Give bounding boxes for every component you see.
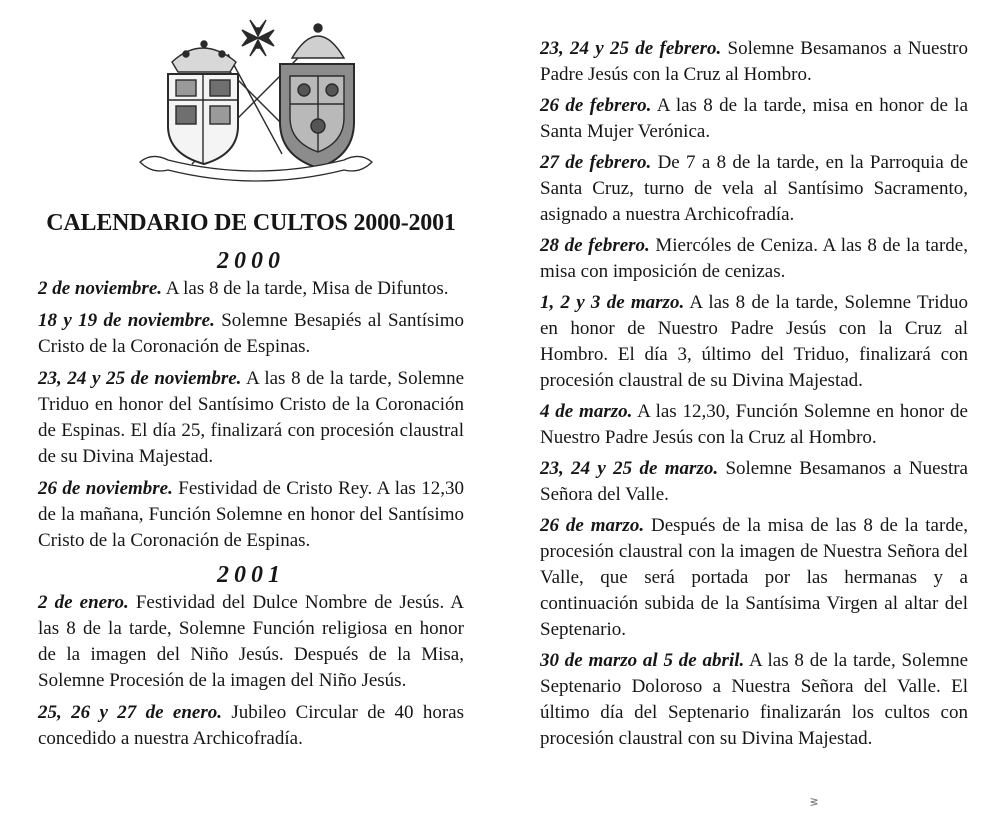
entry-text: De 7 a 8 de la tarde, en la Parroquia de Santa Cruz, turno de vela al Santísimo Sacramento, asignado a nuestra Archicofradía. [540,152,968,225]
entry-text: A las 8 de la tarde, Solemne Triduo en honor del Santísimo Cristo de la Coronación de Espinas. El día 25, finalizará con procesión claustral de su Divina Majestad. [38,368,464,467]
entry-date: 27 de febrero. [540,152,652,173]
calendar-entry [540,648,968,752]
calendar-entry [540,290,968,394]
calendar-entry [540,399,968,451]
calendar-entry [38,308,464,360]
entry-text: A las 12,30, Función Solemne en honor de Nuestro Padre Jesús con la Cruz al Hombro. [540,401,968,448]
entry-date: 23, 24 y 25 de febrero. [540,38,722,59]
entry-text: Festividad del Dulce Nombre de Jesús. A las 8 de la tarde, Solemne Función religiosa en honor de la imagen del Niño Jesús. Después de la Misa, Solemne Procesión de la imagen del Niño Jesús. [38,592,464,691]
entry-date: 26 de noviembre. [38,478,173,499]
left-column [38,206,464,758]
entry-date: 23, 24 y 25 de marzo. [540,458,719,479]
calendar-entry [540,36,968,88]
entry-text: A las 8 de la tarde, misa en honor de la Santa Mujer Verónica. [540,95,969,142]
calendar-entry [540,456,968,508]
calendar-entry [540,93,968,145]
entry-text: A las 8 de la tarde, Misa de Difuntos. [162,278,449,299]
year-heading: 2000 [217,248,285,274]
entry-date: 18 y 19 de noviembre. [38,310,215,331]
entry-text: Solemne Besamanos a Nuestra Señora del Valle. [540,458,968,505]
year-heading: 2001 [217,562,285,588]
coat-of-arms-icon [132,14,380,184]
entry-text: Solemne Besamanos a Nuestro Padre Jesús con la Cruz al Hombro. [540,38,968,85]
entry-date: 28 de febrero. [540,235,650,256]
entry-text: Festividad de Cristo Rey. A las 12,30 de la mañana, Función Solemne en honor del Santísimo Cristo de la Coronación de Espinas. [38,478,464,551]
entry-text: Solemne Besapiés al Santísimo Cristo de la Coronación de Espinas. [38,310,464,357]
calendar-entry [540,513,968,643]
right-column [540,36,968,757]
calendar-entry [540,233,968,285]
entry-text: A las 8 de la tarde, Solemne Septenario Doloroso a Nuestra Señora del Valle. El último día del Septenario finalizarán los cultos con procesión claustral con su Divina Majestad. [540,650,968,749]
calendar-entry [38,366,464,470]
calendar-entry [38,590,464,694]
entry-text: Después de la misa de las 8 de la tarde, procesión claustral con la imagen de Nuestra Señora del Valle, que será portada por las hermanas y a continuación subida de la Santísima Virgen al altar del Septenario. [540,515,969,640]
entry-date: 2 de enero. [38,592,129,613]
stray-mark: ᕒ [810,797,819,809]
entry-date: 23, 24 y 25 de noviembre. [38,368,242,389]
entry-date: 2 de noviembre. [38,278,163,299]
entry-date: 26 de febrero. [540,95,652,116]
entry-date: 30 de marzo al 5 de abril. [540,650,745,671]
calendar-entry [38,276,464,302]
calendar-entry [38,700,464,752]
entry-text: Jubileo Circular de 40 horas concedido a nuestra Archicofradía. [38,702,464,749]
calendar-entry [540,150,968,228]
entry-date: 26 de marzo. [540,515,645,536]
entry-date: 4 de marzo. [540,401,633,422]
entry-text: Miercóles de Ceniza. A las 8 de la tarde, misa con imposición de cenizas. [540,235,968,282]
entry-date: 1, 2 y 3 de marzo. [540,292,685,313]
calendar-entry [38,476,464,554]
entry-date: 25, 26 y 27 de enero. [38,702,222,723]
entry-text: A las 8 de la tarde, Solemne Triduo en honor de Nuestro Padre Jesús con la Cruz al Hombro. El día 3, último del Triduo, finalizará con procesión claustral de su Divina Majestad. [540,292,969,391]
document-title: CALENDARIO DE CULTOS 2000-2001 [46,210,456,236]
